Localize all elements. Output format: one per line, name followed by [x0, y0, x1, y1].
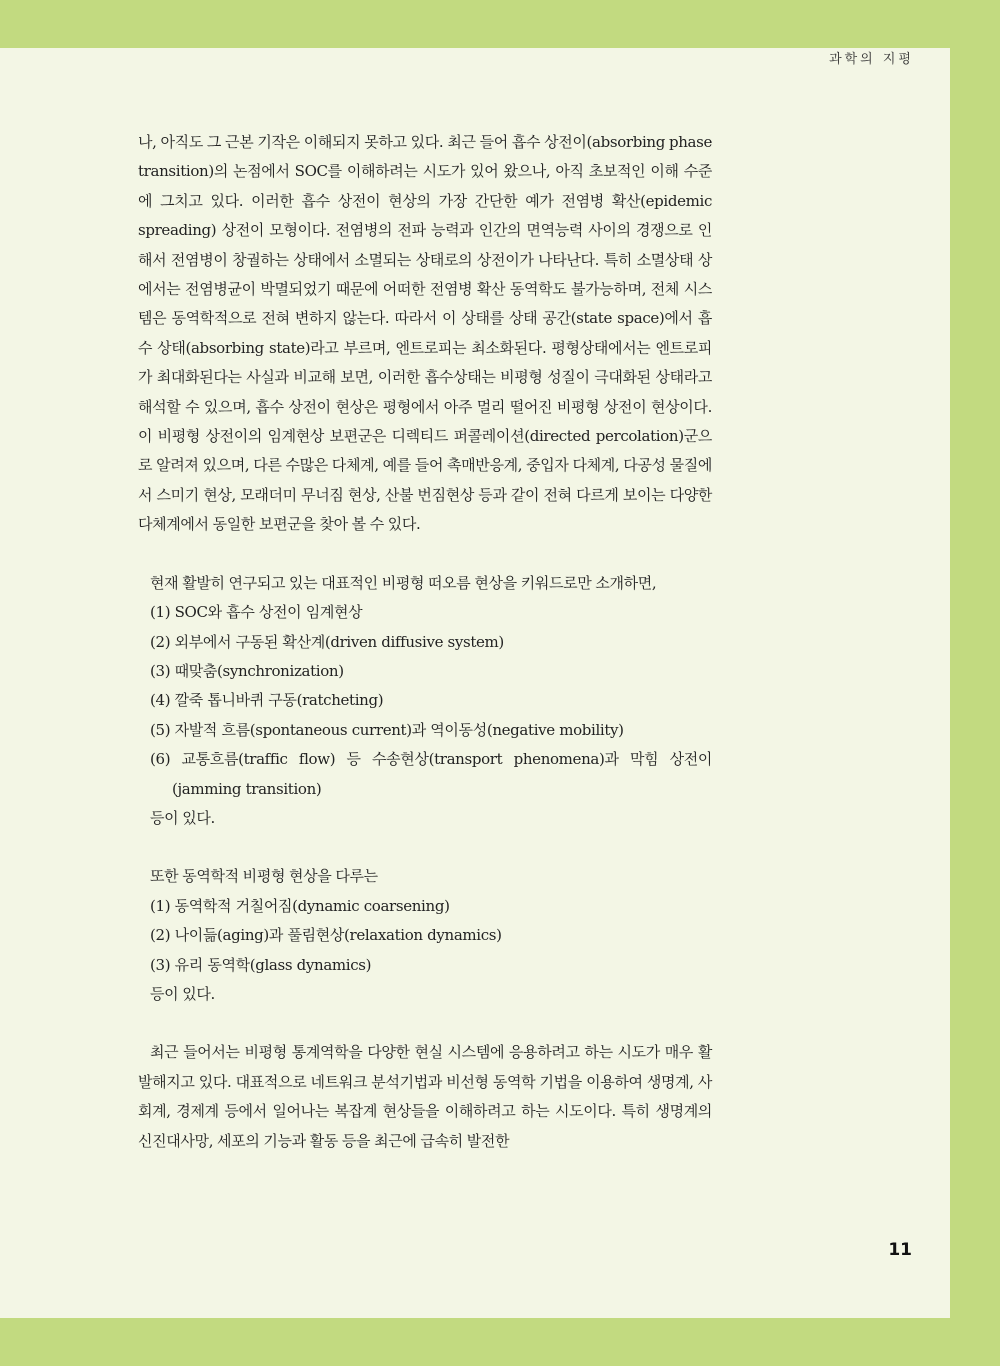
paragraph-2-end: 등이 있다.	[150, 808, 215, 827]
list-item: (1) 동역학적 거칠어짐(dynamic coarsening)	[150, 896, 450, 915]
list-item: (1) SOC와 흡수 상전이 임계현상	[150, 603, 363, 622]
list-item: (2) 외부에서 구동된 확산계(driven diffusive system)	[150, 632, 504, 651]
list-item: (2) 나이듦(aging)과 풀림현상(relaxation dynamics)	[150, 926, 502, 945]
paragraph-3-intro: 또한 동역학적 비평형 현상을 다루는	[150, 867, 378, 886]
dynamic-phenomena-list	[138, 892, 712, 980]
list-item: (4) 깔죽 톱니바퀴 구동(ratcheting)	[150, 691, 384, 710]
paragraph-4: 최근 들어서는 비평형 통계역학을 다양한 현실 시스템에 응용하려고 하는 시도가 매우 활발해지고 있다. 대표적으로 네트워크 분석기법과 비선형 동역학 기법을 이용하여 생명계, 사회계, 경제계 등에서 일어나는 복잡계 현상들을 이해하려고 하는 시도이다. 특히 생명계의 신진대사망, 세포의 기능과 활동 등을 최근에 급속히 발전한	[138, 1043, 712, 1150]
paragraph-3-end: 등이 있다.	[150, 984, 215, 1003]
running-header: 과학의 지평	[829, 52, 914, 67]
nonequilibrium-keyword-list	[138, 598, 712, 804]
paragraph-2-intro: 현재 활발히 연구되고 있는 대표적인 비평형 떠오름 현상을 키워드로만 소개하면,	[150, 573, 657, 592]
list-item: (6) 교통흐름(traffic flow) 등 수송현상(transport phenomena)과 막힘 상전이 (jamming transition)	[150, 750, 712, 798]
list-item: (3) 때맞춤(synchronization)	[150, 661, 344, 680]
list-item: (3) 유리 동역학(glass dynamics)	[150, 955, 372, 974]
article-body	[138, 128, 712, 1156]
paragraph-1: 나, 아직도 그 근본 기작은 이해되지 못하고 있다. 최근 들어 흡수 상전이(absorbing phase transition)의 논점에서 SOC를 이해하려는 시도가 있어 왔으나, 아직 초보적인 이해 수준에 그치고 있다. 이러한 흡수 상전이 현상의 가장 간단한 예가 전염병 확산(epidemic spreading) 상전이 모형이다. 전염병의 전파 능력과 인간의 면역능력 사이의 경쟁으로 인해서 전염병이 창궐하는 상태에서 소멸되는 상태로의 상전이가 나타난다. 특히 소멸상태 상에서는 전염병균이 박멸되었기 때문에 어떠한 전염병 확산 동역학도 불가능하며, 전체 시스템은 동역학적으로 전혀 변하지 않는다. 따라서 이 상태를 상태 공간(state space)에서 흡수 상태(absorbing state)라고 부르며, 엔트로피는 최소화된다. 평형상태에서는 엔트로피가 최대화된다는 사실과 비교해 보면, 이러한 흡수상태는 비평형 성질이 극대화된 상태라고 해석할 수 있으며, 흡수 상전이 현상은 평형에서 아주 멀리 떨어진 비평형 상전이 현상이다. 이 비평형 상전이의 임계현상 보편군은 디렉티드 퍼콜레이션(directed percolation)군으로 알려져 있으며, 다른 수많은 다체계, 예를 들어 촉매반응계, 중입자 다체계, 다공성 물질에서 스미기 현상, 모래더미 무너짐 현상, 산불 번짐현상 등과 같이 전혀 다르게 보이는 다양한 다체계에서 동일한 보편군을 찾아 볼 수 있다.	[138, 133, 712, 534]
page-number: 11	[888, 1240, 912, 1260]
list-item: (5) 자발적 흐름(spontaneous current)과 역이동성(negative mobility)	[150, 720, 624, 739]
